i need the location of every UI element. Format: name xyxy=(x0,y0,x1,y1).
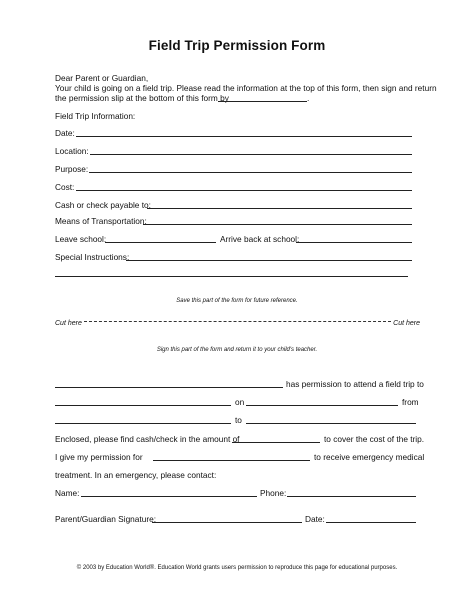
info-heading: Field Trip Information: xyxy=(55,111,136,121)
cut-here-left: Cut here xyxy=(55,320,82,327)
signature-line[interactable] xyxy=(152,522,302,523)
cost-line[interactable] xyxy=(76,190,412,191)
child-name-line-2[interactable] xyxy=(153,460,310,461)
special-label: Special Instructions: xyxy=(55,252,130,262)
return-by-line[interactable] xyxy=(218,101,307,102)
give-permission-text: I give my permission for xyxy=(55,452,143,462)
signature-label: Parent/Guardian Signature: xyxy=(55,514,157,524)
location-line[interactable] xyxy=(90,154,412,155)
leave-label: Leave school: xyxy=(55,234,107,244)
date-label: Date: xyxy=(55,128,75,138)
save-note: Save this part of the form for future reference. xyxy=(176,298,298,304)
trip-date-line[interactable] xyxy=(246,405,398,406)
intro-period: . xyxy=(307,93,310,103)
from-time-line[interactable] xyxy=(55,423,231,424)
special-line-2[interactable] xyxy=(55,276,408,277)
location-label: Location: xyxy=(55,146,89,156)
date-line[interactable] xyxy=(76,136,412,137)
cut-dashes xyxy=(84,321,391,322)
sign-note: Sign this part of the form and return it to your child's teacher. xyxy=(156,347,318,353)
enclosed-text: Enclosed, please find cash/check in the amount of xyxy=(55,434,240,444)
signature-date-label: Date: xyxy=(305,514,325,524)
intro-line-1: Your child is going on a field trip. Please read the information at the top of this form, then sign and return xyxy=(55,83,437,93)
phone-label: Phone: xyxy=(260,488,287,498)
arrive-line[interactable] xyxy=(296,242,412,243)
leave-line[interactable] xyxy=(105,242,216,243)
cut-line xyxy=(55,320,420,327)
child-name-line[interactable] xyxy=(55,387,283,388)
name-label: Name: xyxy=(55,488,80,498)
amount-line[interactable] xyxy=(232,442,320,443)
transport-line[interactable] xyxy=(143,224,412,225)
to-time-line[interactable] xyxy=(246,423,416,424)
arrive-label: Arrive back at school: xyxy=(220,234,300,244)
treatment-text: treatment. In an emergency, please contact: xyxy=(55,470,217,480)
intro-line-2: the permission slip at the bottom of this form by xyxy=(55,93,229,103)
contact-name-line[interactable] xyxy=(81,496,257,497)
permission-text: has permission to attend a field trip to xyxy=(286,379,424,389)
from-label: from xyxy=(402,397,419,407)
special-line-1[interactable] xyxy=(126,260,412,261)
to-label: to xyxy=(235,415,242,425)
transport-label: Means of Transportation: xyxy=(55,216,147,226)
cut-here-right: Cut here xyxy=(393,320,420,327)
destination-line[interactable] xyxy=(55,405,231,406)
copyright-footer: © 2003 by Education World®. Education World grants users permission to reproduce this page for educational purposes. xyxy=(76,565,398,571)
emergency-medical-text: to receive emergency medical xyxy=(314,452,425,462)
cost-cover-text: to cover the cost of the trip. xyxy=(324,434,425,444)
payable-label: Cash or check payable to: xyxy=(55,200,151,210)
form-title: Field Trip Permission Form xyxy=(148,38,326,53)
purpose-line[interactable] xyxy=(89,172,412,173)
payable-line[interactable] xyxy=(147,208,412,209)
cost-label: Cost: xyxy=(55,182,75,192)
purpose-label: Purpose: xyxy=(55,164,89,174)
signature-date-line[interactable] xyxy=(326,522,416,523)
on-label: on xyxy=(235,397,245,407)
greeting: Dear Parent or Guardian, xyxy=(55,73,149,83)
phone-line[interactable] xyxy=(287,496,416,497)
